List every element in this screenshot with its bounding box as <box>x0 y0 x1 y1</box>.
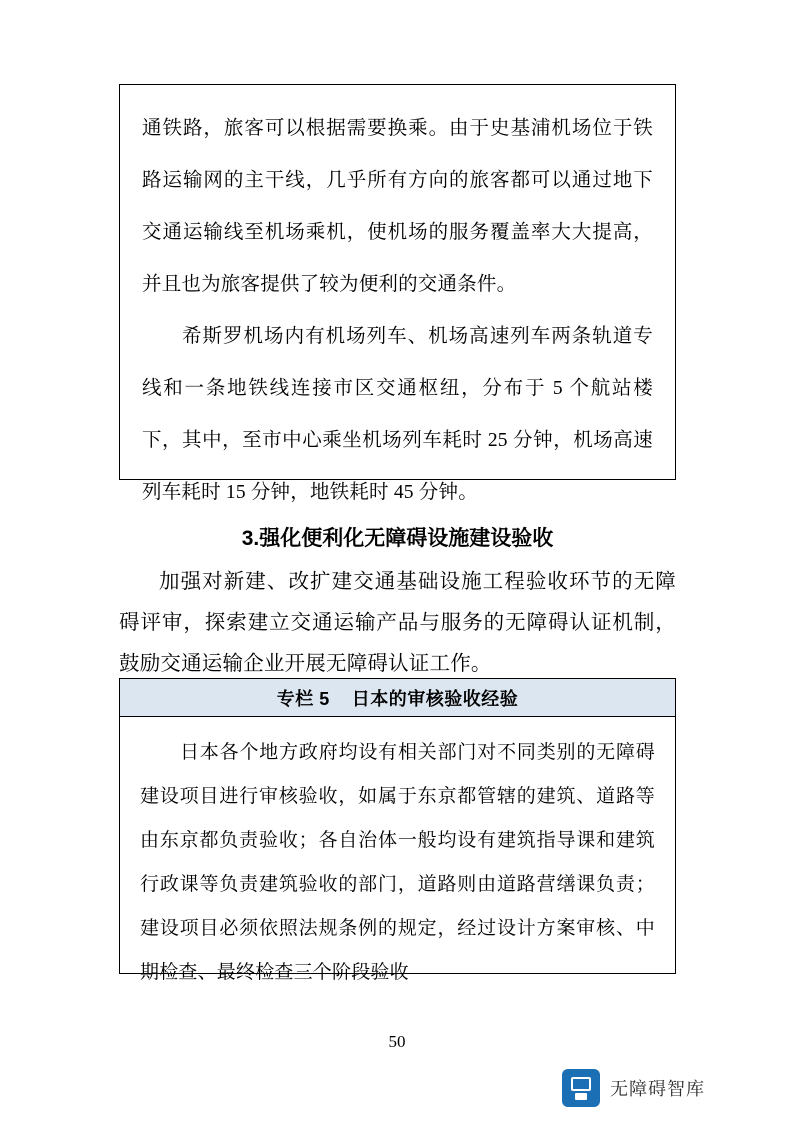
page-number: 50 <box>388 1032 406 1051</box>
top-box-paragraph-1: 通铁路，旅客可以根据需要换乘。由于史基浦机场位于铁路运输网的主干线，几乎所有方向的旅客都可以通过地下交通运输线至机场乘机，使机场的服务覆盖率大大提高，并且也为旅客提供了较为便利的交通条件。 <box>142 118 653 295</box>
top-box-paragraph-2: 希斯罗机场内有机场列车、机场高速列车两条轨道专线和一条地铁线连接市区交通枢纽，分布于 5 个航站楼下，其中，至市中心乘坐机场列车耗时 25 分钟，机场高速列车耗时 15 分钟，地铁耗时 45 分钟。 <box>142 326 653 503</box>
column-box-header <box>120 679 675 717</box>
column-callout-box <box>119 678 676 983</box>
section-body <box>119 562 676 685</box>
column-box-title: 日本的审核验收经验 <box>351 688 519 709</box>
section-paragraph: 加强对新建、改扩建交通基础设施工程验收环节的无障碍评审，探索建立交通运输产品与服务的无障碍认证机制，鼓励交通运输企业开展无障碍认证工作。 <box>119 571 676 675</box>
column-box-label: 专栏 5 <box>276 688 330 709</box>
column-box-paragraph: 日本各个地方政府均设有相关部门对不同类别的无障碍建设项目进行审核验收，如属于东京都管辖的建筑、道路等由东京都负责验收；各自治体一般均设有建筑指导课和建筑行政课等负责建筑验收的部门，道路则由道路营缮课负责；建设项目必须依照法规条例的规定，经过设计方案审核、中期检查、最终检查三个阶段验收 <box>140 742 655 983</box>
section-heading: 3.强化便利化无障碍设施建设验收 <box>241 527 554 550</box>
footer-badge-label: 无障碍智库 <box>610 1079 705 1099</box>
book-logo-icon <box>562 1069 600 1107</box>
footer-badge <box>554 1061 776 1115</box>
continuation-text-box <box>119 84 676 503</box>
column-box-body <box>120 717 675 1005</box>
